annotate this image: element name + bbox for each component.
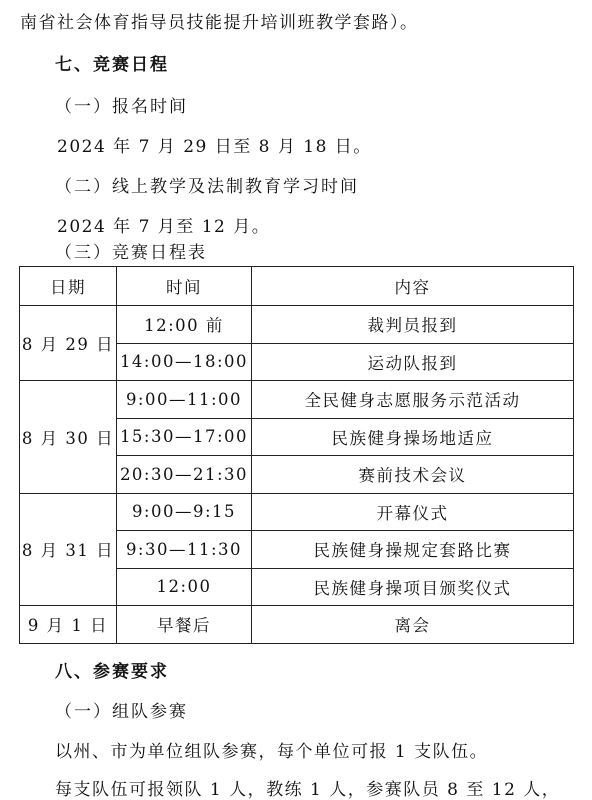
subheading-schedule-table: （三）竞赛日程表 (55, 243, 207, 263)
header-date: 日期 (20, 267, 117, 306)
table-header-row (20, 267, 574, 306)
table-row (20, 606, 574, 644)
team-entry-rule-text: 以州、市为单位组队参赛，每个单位可报 1 支队伍。 (55, 742, 489, 762)
time-cell: 20:30—21:30 (117, 456, 252, 494)
content-cell: 民族健身操规定套路比赛 (252, 531, 574, 569)
date-cell: 8 月 31 日 (20, 493, 117, 606)
header-time: 时间 (117, 267, 252, 306)
subheading-team-entry: （一）组队参赛 (55, 702, 188, 722)
content-cell: 离会 (252, 606, 574, 644)
paragraph-text: 南省社会体育指导员技能提升培训班教学套路）。 (20, 13, 419, 33)
content-cell: 全民健身志愿服务示范活动 (252, 381, 574, 419)
time-cell: 9:00—11:00 (117, 381, 252, 419)
table-row (20, 306, 574, 344)
section-heading-schedule: 七、竞赛日程 (55, 55, 169, 75)
subheading-online-learning: （二）线上教学及法制教育学习时间 (55, 177, 359, 197)
content-cell: 民族健身操场地适应 (252, 418, 574, 456)
header-content: 内容 (252, 267, 574, 306)
content-cell: 民族健身操项目颁奖仪式 (252, 568, 574, 606)
online-learning-date-text: 2024 年 7 月至 12 月。 (57, 217, 271, 237)
registration-date-text: 2024 年 7 月 29 日至 8 月 18 日。 (57, 137, 372, 157)
table-row (20, 493, 574, 531)
team-composition-text: 每支队伍可报领队 1 人，教练 1 人，参赛队员 8 至 12 人， (55, 780, 561, 800)
time-cell: 12:00 前 (117, 306, 252, 344)
time-cell: 15:30—17:00 (117, 418, 252, 456)
time-cell: 12:00 (117, 568, 252, 606)
content-cell: 裁判员报到 (252, 306, 574, 344)
table-row (20, 381, 574, 419)
schedule-table (19, 266, 574, 644)
section-heading-requirements: 八、参赛要求 (55, 662, 169, 682)
date-cell: 8 月 29 日 (20, 306, 117, 381)
time-cell: 9:00—9:15 (117, 493, 252, 531)
content-cell: 开幕仪式 (252, 493, 574, 531)
date-cell: 9 月 1 日 (20, 606, 117, 644)
content-cell: 赛前技术会议 (252, 456, 574, 494)
subheading-registration-time: （一）报名时间 (55, 97, 188, 117)
content-cell: 运动队报到 (252, 343, 574, 381)
time-cell: 14:00—18:00 (117, 343, 252, 381)
time-cell: 早餐后 (117, 606, 252, 644)
time-cell: 9:30—11:30 (117, 531, 252, 569)
date-cell: 8 月 30 日 (20, 381, 117, 494)
